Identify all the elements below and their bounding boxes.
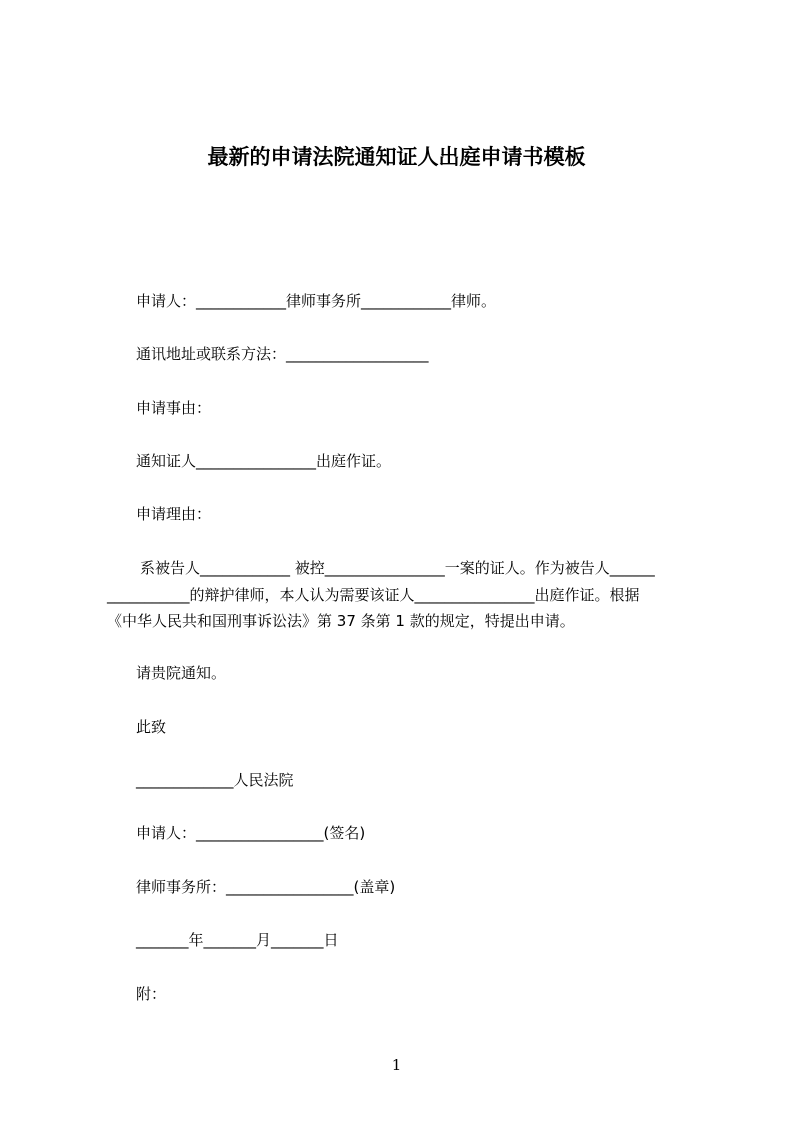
law-firm-seal-line: 律师事务所：_________________(盖章)	[136, 878, 396, 896]
contact-line: 通讯地址或联系方法：___________________	[136, 345, 429, 363]
page-number: 1	[391, 1056, 402, 1074]
matter-heading: 申请事由：	[136, 399, 212, 417]
court-line: _____________人民法院	[136, 771, 294, 789]
request-line: 请贵院通知。	[136, 664, 227, 682]
applicant-line: 申请人：____________律师事务所____________律师。	[136, 292, 497, 310]
applicant-signature-line: 申请人：_________________(签名)	[136, 824, 366, 842]
matter-line: 通知证人________________出庭作证。	[136, 452, 392, 470]
reason-paragraph-line-2: ___________的辩护律师，本人认为需要该证人________________出庭作证。根据	[107, 585, 640, 604]
reason-paragraph-line-1: 系被告人____________ 被控________________一案的证人。作为被告人______	[140, 559, 655, 577]
closing-line: 此致	[136, 718, 167, 736]
document-title: 最新的申请法院通知证人出庭申请书模板	[207, 145, 586, 169]
reason-heading: 申请理由：	[136, 505, 212, 523]
reason-paragraph-line-3: 《中华人民共和国刑事诉讼法》第 37 条第 1 款的规定，特提出申请。	[107, 612, 575, 630]
attachment-line: 附：	[136, 985, 167, 1003]
date-line: _______年_______月_______日	[136, 931, 339, 949]
reason-paragraph	[107, 555, 699, 635]
